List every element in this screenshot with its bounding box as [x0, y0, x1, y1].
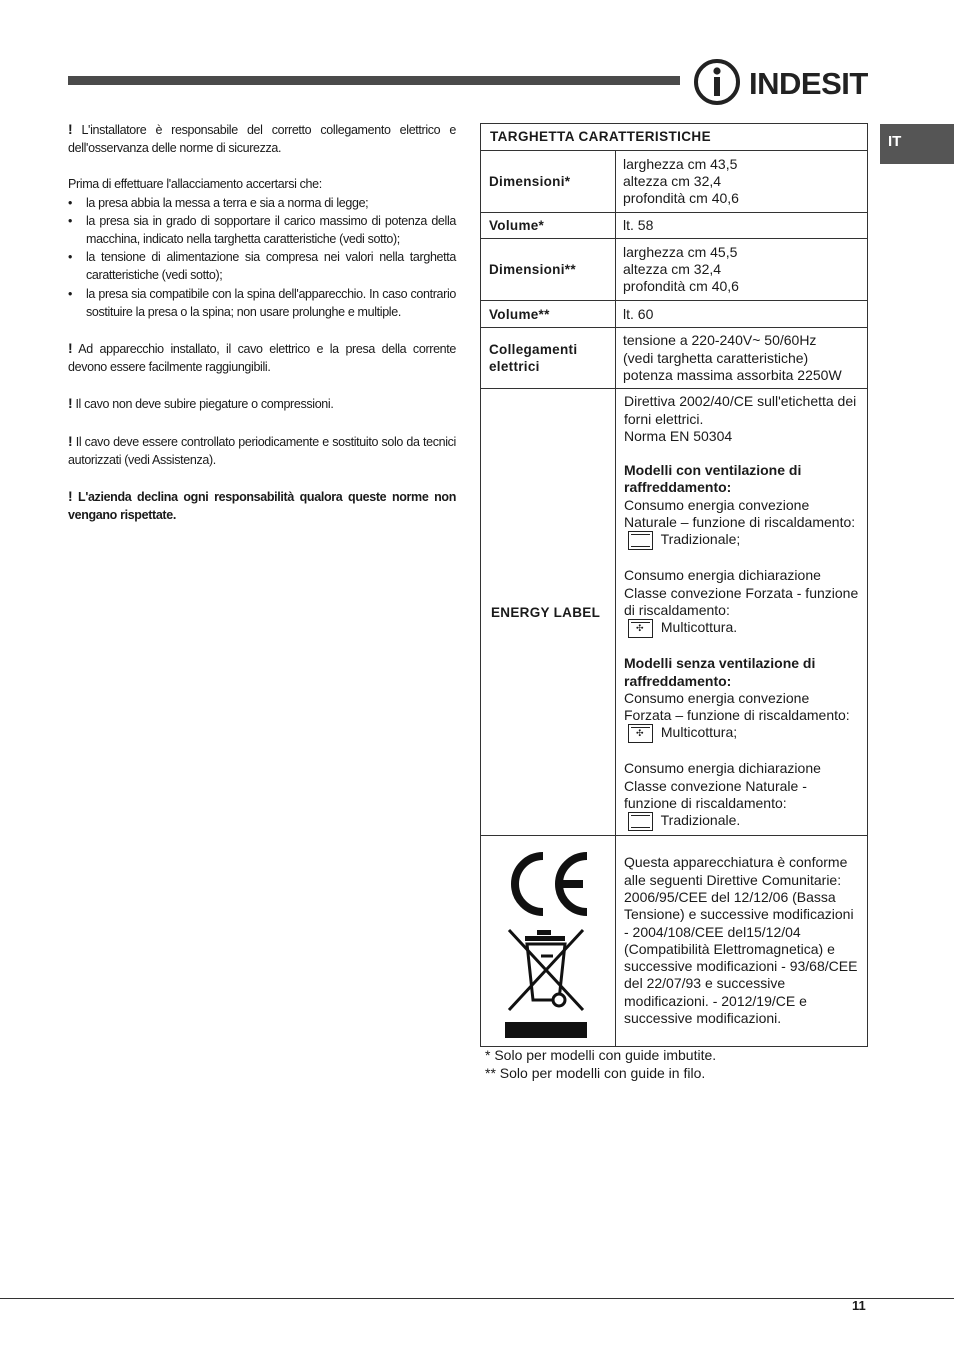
header-bar — [68, 76, 680, 85]
footer-rule — [0, 1298, 954, 1299]
dimensions-value: larghezza cm 43,5 altezza cm 32,4 profondità cm 40,6 — [616, 151, 868, 213]
footnote: * Solo per modelli con guide imbutite. — [485, 1047, 717, 1063]
list-item: • la tensione di alimentazione sia compresa nei valori nella targhetta caratteristiche (vedi sotto); — [68, 248, 456, 284]
multicooking-oven-icon: ✣ — [628, 724, 653, 743]
table-title: TARGHETTA CARATTERISTICHE — [481, 124, 868, 151]
svg-text:INDESIT: INDESIT — [749, 66, 868, 101]
cable-bend-note: ! Il cavo non deve subire piegature o compressioni. — [68, 395, 334, 412]
certification-icons — [481, 836, 616, 1047]
list-item: • la presa sia in grado di sopportare il carico massimo di potenza della macchina, indicato nella targhetta caratteristiche (vedi sotto); — [68, 212, 456, 248]
language-tab[interactable]: IT — [880, 124, 954, 164]
installer-note: ! L'installatore è responsabile del corretto collegamento elettrico e dell'osservanza delle norme di sicurezza. — [68, 121, 456, 156]
ce-mark-icon — [503, 850, 593, 920]
cable-check-note: ! Il cavo deve essere controllato periodicamente e sostituito solo da tecnici autorizzati (vedi Assistenza). — [68, 432, 456, 467]
page-number: 11 — [852, 1298, 866, 1313]
list-item: • la presa sia compatibile con la spina dell'apparecchio. In caso contrario sostituire la presa o la spina; non usare prolunghe e multiple. — [68, 285, 456, 321]
electrical-label: Collegamenti elettrici — [481, 328, 616, 389]
list-item: • la presa abbia la messa a terra e sia a norma di legge; — [68, 194, 456, 212]
dimensions-alt-value: larghezza cm 45,5 altezza cm 32,4 profondità cm 40,6 — [616, 239, 868, 301]
footnote: ** Solo per modelli con guide in filo. — [485, 1064, 706, 1081]
disclaimer-note: ! L'azienda declina ogni responsabilità qualora queste norme non vengano rispettate. — [68, 488, 456, 523]
multicooking-oven-icon: ✣ — [628, 619, 653, 638]
indesit-logo — [693, 58, 871, 106]
cable-access-note: ! Ad apparecchio installato, il cavo elettrico e la presa della corrente devono essere facilmente raggiungibili. — [68, 340, 456, 375]
traditional-oven-icon — [628, 812, 653, 831]
weee-bin-icon — [503, 926, 593, 1038]
energy-label-label: ENERGY LABEL — [481, 389, 616, 836]
installation-notes — [68, 120, 456, 524]
energy-label-value: Direttiva 2002/40/CE sull'etichetta dei forni elettrici. Norma EN 50304 Modelli con ventilazione di raffreddamento: Consumo energia convezione Naturale – funzione di riscaldamento: Tradizionale; Consumo energia dichiarazione Classe convezione Forzata - funzione di riscaldamento: ✣ Multicottura. Modelli senza ventilazione di raffreddamento: Consumo energia convezione Forzata – funzione di riscaldamento: ✣ Multicottura; Consumo energia dichiarazione Classe convezione Naturale - funzione di riscaldamento: Tradizionale. — [616, 389, 868, 836]
certification-text: Questa apparecchiatura è conforme alle seguenti Direttive Comunitarie: 2006/95/CEE del 12/12/06 (Bassa Tensione) e successive modificazioni - 2004/108/CEE del15/12/04 (Compatibilità Elettromagnetica) e successive modificazioni - 93/68/CEE del 22/07/93 e successive modificazioni. - 2012/19/CE e successive modificazioni. — [616, 836, 868, 1047]
prerequisites-list — [68, 194, 456, 321]
spec-table — [480, 123, 868, 1047]
prerequisites-intro: Prima di effettuare l'allacciamento accertarsi che: — [68, 177, 322, 192]
volume-alt-label: Volume** — [481, 301, 616, 328]
dimensions-alt-label: Dimensioni** — [481, 239, 616, 301]
dimensions-label: Dimensioni* — [481, 151, 616, 213]
volume-alt-value: lt. 60 — [616, 301, 868, 328]
volume-value: lt. 58 — [616, 213, 868, 239]
volume-label: Volume* — [481, 213, 616, 239]
traditional-oven-icon — [628, 531, 653, 550]
electrical-value: tensione a 220-240V~ 50/60Hz (vedi targhetta caratteristiche) potenza massima assorbita 2250W — [616, 328, 868, 389]
footnotes — [485, 1047, 716, 1082]
